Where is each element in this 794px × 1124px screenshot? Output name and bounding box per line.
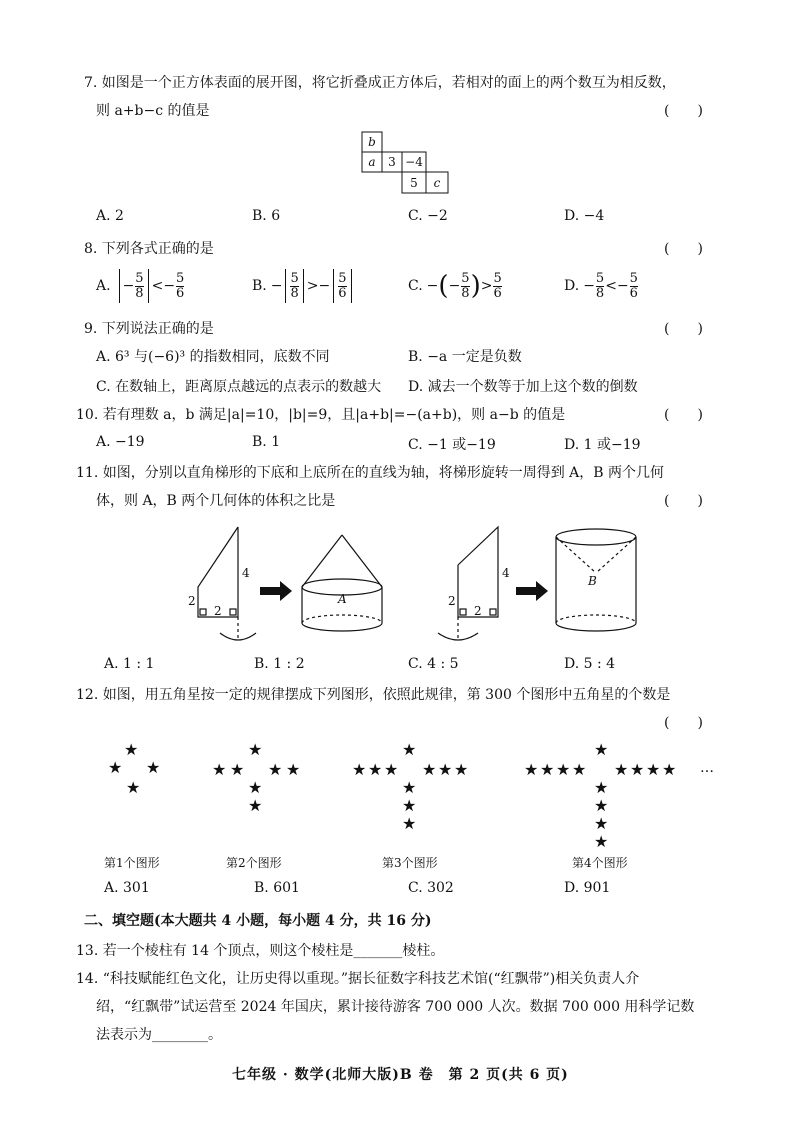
q11-option-d: D. 5 : 4 <box>564 656 616 672</box>
q12-caption-1: 第1个图形 <box>104 856 160 870</box>
q9-answer-paren: ( ) <box>664 321 703 337</box>
star: ★ <box>662 760 677 779</box>
net-b: b <box>368 135 376 149</box>
q11-stem-line1: 11. 如图，分别以直角梯形的下底和上底所在的直线为轴，将梯形旋转一周得到 A，B 两个几何 <box>76 465 665 481</box>
star: ★ <box>422 760 437 779</box>
star: ★ <box>402 740 417 759</box>
fig-label-B: B <box>588 574 597 588</box>
star: ★ <box>126 778 141 797</box>
q10-option-a: A. −19 <box>96 434 145 450</box>
net-a: a <box>368 155 376 169</box>
star: ★ <box>556 760 571 779</box>
star: ★ <box>146 758 161 777</box>
q12-answer-paren: ( ) <box>664 715 703 731</box>
q12-caption-2: 第2个图形 <box>226 856 282 870</box>
star: ★ <box>630 760 645 779</box>
section-2-title: 二、填空题(本大题共 4 小题，每小题 4 分，共 16 分) <box>84 913 432 929</box>
q8-option-a: A. − $\frac{5}{8}$ < − $\frac{5}{6}$ <box>96 266 185 306</box>
q12-ellipsis: … <box>700 760 714 776</box>
q11-option-a: A. 1 : 1 <box>104 656 155 672</box>
star: ★ <box>646 760 661 779</box>
q7-stem-line1: 7. 如图是一个正方体表面的展开图，将它折叠成正方体后，若相对的面上的两个数互为相反数， <box>84 75 676 91</box>
q9-option-d: D. 减去一个数等于加上这个数的倒数 <box>408 379 638 395</box>
q8-option-b: B. − $\frac{5}{8}$ > − $\frac{5}{6}$ <box>252 266 355 306</box>
q12-caption-4: 第4个图形 <box>572 856 628 870</box>
star: ★ <box>614 760 629 779</box>
star: ★ <box>402 814 417 833</box>
q8-answer-paren: ( ) <box>664 241 703 257</box>
q11-stem-line2: 体，则 A，B 两个几何体的体积之比是 <box>96 493 336 509</box>
q7-option-c: C. −2 <box>408 208 448 224</box>
star: ★ <box>384 760 399 779</box>
q11-option-b: B. 1 : 2 <box>254 656 305 672</box>
fig-label-2b: 2 <box>214 604 222 618</box>
star: ★ <box>594 814 609 833</box>
star: ★ <box>124 740 139 759</box>
star: ★ <box>594 778 609 797</box>
star: ★ <box>524 760 539 779</box>
net-neg4: −4 <box>405 155 423 169</box>
fig-label-2a: 2 <box>188 594 196 608</box>
star: ★ <box>594 832 609 851</box>
net-c: c <box>433 176 441 190</box>
q13-text: 13. 若一个棱柱有 14 个顶点，则这个棱柱是_______棱柱。 <box>76 943 445 959</box>
net-5: 5 <box>410 176 418 190</box>
q7-stem-line2: 则 a+b−c 的值是 <box>96 103 210 119</box>
fig-label-4a: 4 <box>242 566 250 580</box>
q11-figure <box>180 525 740 650</box>
star: ★ <box>572 760 587 779</box>
q9-stem: 9. 下列说法正确的是 <box>84 321 214 337</box>
star: ★ <box>268 760 283 779</box>
q10-option-d: D. 1 或−19 <box>564 437 641 453</box>
q14-line1: 14. “科技赋能红色文化，让历史得以重现。”据长征数字科技艺术馆(“红飘带”)相关负责人介 <box>76 971 640 987</box>
star: ★ <box>594 796 609 815</box>
q7-option-d: D. −4 <box>564 208 605 224</box>
q7-option-b: B. 6 <box>252 208 281 224</box>
q12-option-a: A. 301 <box>104 880 150 896</box>
star: ★ <box>438 760 453 779</box>
q9-option-a: A. 6³ 与(−6)³ 的指数相同，底数不同 <box>96 349 330 365</box>
q10-option-c: C. −1 或−19 <box>408 437 496 453</box>
fig-label-2d: 2 <box>474 604 482 618</box>
star: ★ <box>108 758 123 777</box>
q14-line2: 绍，“红飘带”试运营至 2024 年国庆，累计接待游客 700 000 人次。数据 700 000 用科学记数 <box>96 999 695 1015</box>
q8-stem: 8. 下列各式正确的是 <box>84 241 214 257</box>
net-3: 3 <box>388 155 396 169</box>
q8-option-c: C. − ( − $\frac{5}{8}$ ) > $\frac{5}{6}$ <box>408 270 502 301</box>
fig-label-A: A <box>338 592 347 606</box>
q7-answer-paren: ( ) <box>664 103 703 119</box>
q7-cube-net <box>360 130 452 196</box>
q10-option-b: B. 1 <box>252 434 281 450</box>
star: ★ <box>286 760 301 779</box>
star: ★ <box>230 760 245 779</box>
page-footer: 七年级 · 数学(北师大版)B 卷 第 2 页(共 6 页) <box>232 1067 569 1083</box>
q14-line3: 法表示为________。 <box>96 1027 222 1043</box>
star: ★ <box>248 778 263 797</box>
q12-stem: 12. 如图，用五角星按一定的规律摆成下列图形，依照此规律，第 300 个图形中五角星的个数是 <box>76 687 671 703</box>
star: ★ <box>352 760 367 779</box>
fig-label-2c: 2 <box>448 594 456 608</box>
q11-option-c: C. 4 : 5 <box>408 656 459 672</box>
star: ★ <box>454 760 469 779</box>
q12-option-d: D. 901 <box>564 880 611 896</box>
star: ★ <box>248 740 263 759</box>
q11-answer-paren: ( ) <box>664 493 703 509</box>
star: ★ <box>212 760 227 779</box>
star: ★ <box>368 760 383 779</box>
q8-option-d: D. − $\frac{5}{8}$ < − $\frac{5}{6}$ <box>564 270 638 301</box>
q12-option-c: C. 302 <box>408 880 454 896</box>
q9-option-c: C. 在数轴上，距离原点越远的点表示的数越大 <box>96 379 382 395</box>
q12-caption-3: 第3个图形 <box>382 856 438 870</box>
fig-label-4b: 4 <box>502 566 510 580</box>
q7-option-a: A. 2 <box>96 208 124 224</box>
star: ★ <box>594 740 609 759</box>
star: ★ <box>402 796 417 815</box>
star: ★ <box>540 760 555 779</box>
q10-answer-paren: ( ) <box>664 407 703 423</box>
q9-option-b: B. −a 一定是负数 <box>408 349 522 365</box>
star: ★ <box>402 778 417 797</box>
q12-option-b: B. 601 <box>254 880 300 896</box>
q10-stem: 10. 若有理数 a，b 满足|a|=10，|b|=9，且|a+b|=−(a+b)，则 a−b 的值是 <box>76 407 566 423</box>
star: ★ <box>248 796 263 815</box>
